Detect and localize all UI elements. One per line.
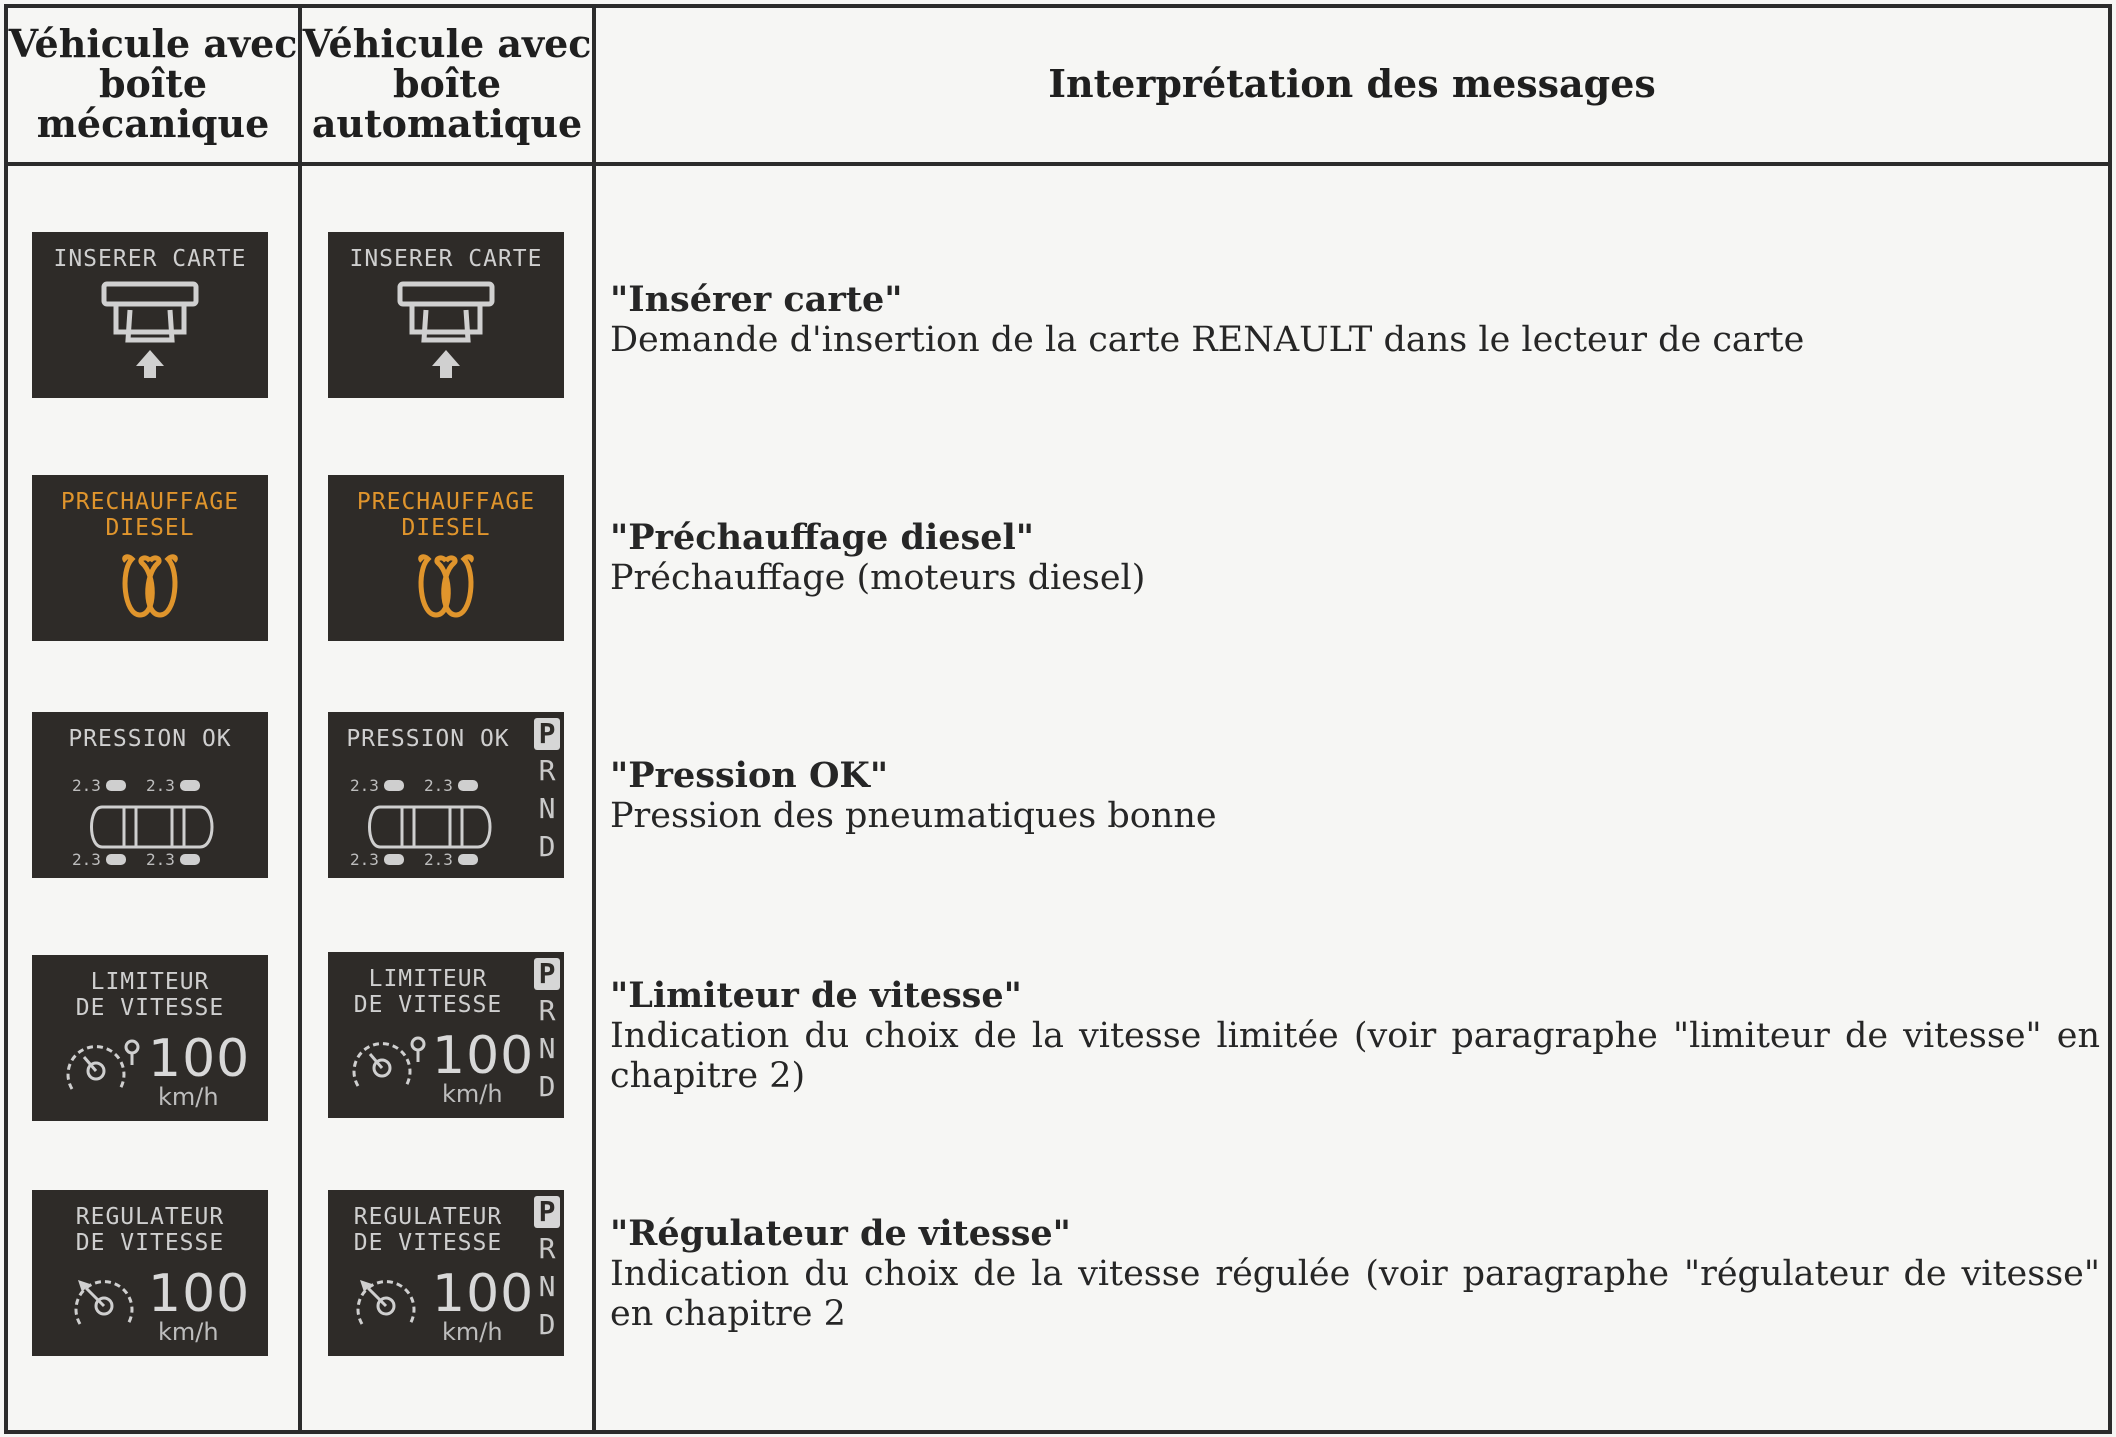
glow-plug-icon	[328, 475, 564, 641]
tyre-pressure-car-icon	[32, 712, 268, 878]
display-manual-preheat	[32, 475, 268, 641]
display-text-line2: DE VITESSE	[353, 992, 503, 1018]
glow-plug-icon	[32, 475, 268, 641]
tyre-value-fr: 2.3	[424, 776, 453, 795]
speed-limiter-icon	[346, 1028, 436, 1108]
tyre-value-rl: 2.3	[350, 850, 379, 869]
gear-p: P	[534, 718, 560, 750]
header-divider	[4, 162, 2112, 166]
header-manual-line2: boîte	[98, 61, 208, 106]
cruise-control-icon	[350, 1266, 440, 1346]
speed-unit: km/h	[158, 1318, 219, 1346]
table-right-border	[2108, 4, 2112, 1434]
speed-value: 100	[432, 1026, 535, 1086]
gear-selector	[532, 718, 562, 866]
header-manual-line1: Véhicule avec	[8, 21, 298, 66]
header-messages-label: Interprétation des messages	[1048, 61, 1656, 106]
gear-r: R	[538, 754, 556, 787]
message-title: "Limiteur de vitesse"	[610, 975, 1022, 1016]
header-messages	[596, 8, 2108, 160]
header-manual-line3: mécanique	[36, 101, 270, 146]
cruise-control-icon	[68, 1266, 158, 1346]
display-text-line2: DIESEL	[105, 515, 195, 541]
message-description: Préchauffage (moteurs diesel)	[610, 558, 1146, 598]
message-speed-limiter	[610, 976, 2100, 1096]
speed-unit: km/h	[442, 1318, 503, 1346]
display-auto-pressure	[328, 712, 564, 878]
display-text-line2: DIESEL	[401, 515, 491, 541]
column-divider-2	[592, 4, 596, 1434]
tyre-pressure-car-icon	[328, 712, 528, 878]
display-manual-pressure	[32, 712, 268, 878]
speed-value: 100	[148, 1264, 251, 1324]
header-auto-line2: boîte	[392, 61, 502, 106]
header-auto-line1: Véhicule avec	[302, 21, 592, 66]
speed-limiter-icon	[60, 1031, 150, 1111]
message-insert-card	[610, 280, 2100, 360]
header-manual-gearbox	[8, 8, 298, 160]
gear-r: R	[538, 994, 556, 1027]
display-text-line2: DE VITESSE	[75, 1230, 225, 1256]
display-text-line1: REGULATEUR	[353, 1204, 503, 1230]
display-auto-cruise	[328, 1190, 564, 1356]
gear-p: P	[534, 958, 560, 990]
tyre-value-rr: 2.3	[424, 850, 453, 869]
tyre-value-fl: 2.3	[72, 776, 101, 795]
speed-value: 100	[148, 1029, 251, 1089]
header-auto-line3: automatique	[311, 101, 583, 146]
gear-d: D	[538, 830, 556, 863]
gear-selector	[532, 958, 562, 1106]
display-text-line2: DE VITESSE	[353, 1230, 503, 1256]
gear-d: D	[538, 1070, 556, 1103]
gear-r: R	[538, 1232, 556, 1265]
display-text: PRESSION OK	[346, 726, 510, 752]
table-bottom-border	[4, 1430, 2112, 1434]
display-text-line1: LIMITEUR	[368, 966, 488, 992]
gear-p: P	[534, 1196, 560, 1228]
message-cruise-control	[610, 1214, 2100, 1334]
gear-n: N	[538, 792, 556, 825]
message-title: "Régulateur de vitesse"	[610, 1213, 1071, 1254]
message-description: Indication du choix de la vitesse régulée (voir paragraphe "régulateur de vitesse" en chapitre 2	[610, 1254, 2100, 1334]
message-title: "Insérer carte"	[610, 279, 903, 320]
message-title: "Préchauffage diesel"	[610, 517, 1035, 558]
speed-unit: km/h	[158, 1083, 219, 1111]
message-pressure-ok	[610, 756, 2100, 836]
display-manual-cruise	[32, 1190, 268, 1356]
display-text: INSERER CARTE	[53, 246, 247, 272]
tyre-value-rl: 2.3	[72, 850, 101, 869]
display-text-line2: DE VITESSE	[75, 995, 225, 1021]
display-auto-preheat	[328, 475, 564, 641]
display-auto-insert-card	[328, 232, 564, 398]
display-manual-insert-card	[32, 232, 268, 398]
message-title: "Pression OK"	[610, 755, 889, 796]
tyre-value-fr: 2.3	[146, 776, 175, 795]
column-divider-1	[298, 4, 302, 1434]
gear-d: D	[538, 1308, 556, 1341]
message-preheat	[610, 518, 2100, 598]
message-description: Demande d'insertion de la carte RENAULT dans le lecteur de carte	[610, 320, 1805, 360]
table-left-border	[4, 4, 8, 1434]
message-description: Pression des pneumatiques bonne	[610, 796, 1217, 836]
display-text-line1: LIMITEUR	[90, 969, 210, 995]
display-text: INSERER CARTE	[349, 246, 543, 272]
gear-selector	[532, 1196, 562, 1344]
message-description: Indication du choix de la vitesse limitée (voir paragraphe "limiteur de vitesse" en chapitre 2)	[610, 1016, 2100, 1096]
speed-value: 100	[432, 1264, 535, 1324]
tyre-value-fl: 2.3	[350, 776, 379, 795]
display-text-line1: REGULATEUR	[75, 1204, 225, 1230]
display-auto-limiter	[328, 952, 564, 1118]
display-text: PRESSION OK	[68, 726, 232, 752]
card-insert-icon	[32, 232, 268, 398]
display-manual-limiter	[32, 955, 268, 1121]
display-text-line1: PRECHAUFFAGE	[356, 489, 536, 515]
gear-n: N	[538, 1270, 556, 1303]
display-text-line1: PRECHAUFFAGE	[60, 489, 240, 515]
card-insert-icon	[328, 232, 564, 398]
header-automatic-gearbox	[302, 8, 592, 160]
gear-n: N	[538, 1032, 556, 1065]
speed-unit: km/h	[442, 1080, 503, 1108]
tyre-value-rr: 2.3	[146, 850, 175, 869]
